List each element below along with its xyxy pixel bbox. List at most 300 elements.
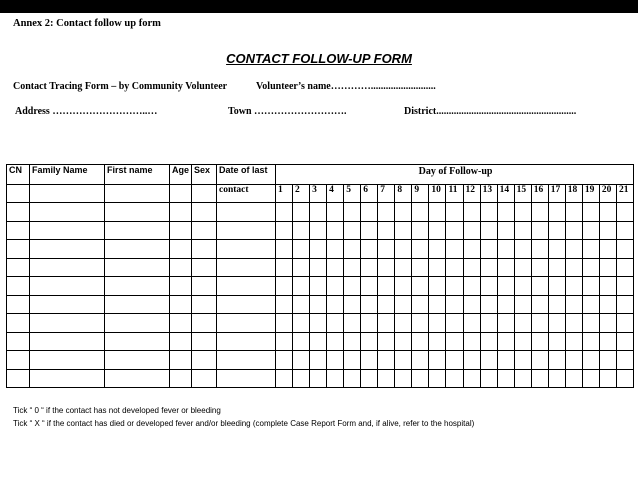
entry-cell[interactable] [276, 314, 293, 333]
entry-cell[interactable] [105, 351, 170, 370]
entry-cell[interactable] [463, 351, 480, 370]
entry-cell[interactable] [531, 314, 548, 333]
entry-cell[interactable] [582, 203, 599, 222]
entry-cell[interactable] [327, 240, 344, 259]
entry-cell[interactable] [582, 221, 599, 240]
entry-cell[interactable] [514, 369, 531, 388]
day-number-cell: 2 [293, 184, 310, 203]
entry-cell[interactable] [30, 332, 105, 351]
entry-cell[interactable] [599, 221, 616, 240]
entry-cell[interactable] [361, 314, 378, 333]
entry-cell[interactable] [293, 203, 310, 222]
header-age: Age [170, 165, 192, 185]
entry-cell[interactable] [514, 314, 531, 333]
entry-cell[interactable] [170, 369, 192, 388]
entry-cell[interactable] [105, 277, 170, 296]
entry-cell[interactable] [582, 314, 599, 333]
entry-cell[interactable] [599, 277, 616, 296]
entry-cell[interactable] [497, 277, 514, 296]
entry-cell[interactable] [531, 351, 548, 370]
entry-cell[interactable] [105, 240, 170, 259]
entry-cell[interactable] [412, 240, 429, 259]
entry-cell[interactable] [531, 277, 548, 296]
entry-cell[interactable] [395, 332, 412, 351]
day-number-cell: 21 [616, 184, 633, 203]
entry-cell[interactable] [105, 295, 170, 314]
entry-cell[interactable] [582, 369, 599, 388]
entry-cell[interactable] [429, 332, 446, 351]
entry-cell[interactable] [616, 295, 633, 314]
entry-cell[interactable] [192, 314, 217, 333]
entry-cell[interactable] [344, 258, 361, 277]
entry-cell[interactable] [565, 277, 582, 296]
entry-cell[interactable] [276, 295, 293, 314]
entry-cell[interactable] [480, 221, 497, 240]
entry-cell[interactable] [446, 277, 463, 296]
entry-cell[interactable] [531, 203, 548, 222]
entry-cell[interactable] [548, 332, 565, 351]
entry-cell[interactable] [429, 258, 446, 277]
entry-cell[interactable] [565, 203, 582, 222]
entry-cell[interactable] [217, 240, 276, 259]
entry-cell[interactable] [463, 314, 480, 333]
entry-cell[interactable] [361, 295, 378, 314]
entry-cell[interactable] [514, 258, 531, 277]
entry-cell[interactable] [217, 332, 276, 351]
entry-cell[interactable] [548, 314, 565, 333]
entry-cell[interactable] [217, 351, 276, 370]
entry-cell[interactable] [192, 369, 217, 388]
entry-cell[interactable] [412, 295, 429, 314]
entry-cell[interactable] [395, 314, 412, 333]
entry-cell[interactable] [395, 203, 412, 222]
entry-cell[interactable] [327, 258, 344, 277]
entry-cell[interactable] [217, 277, 276, 296]
table-row [7, 221, 634, 240]
entry-cell[interactable] [446, 314, 463, 333]
entry-cell[interactable] [429, 203, 446, 222]
entry-cell[interactable] [463, 221, 480, 240]
entry-cell[interactable] [310, 277, 327, 296]
header-day-of-follow-up: Day of Follow-up [276, 165, 634, 185]
entry-cell[interactable] [412, 203, 429, 222]
entry-cell[interactable] [361, 258, 378, 277]
entry-cell[interactable] [344, 295, 361, 314]
entry-cell[interactable] [327, 221, 344, 240]
follow-up-table [6, 164, 634, 388]
entry-cell[interactable] [378, 369, 395, 388]
entry-cell[interactable] [361, 277, 378, 296]
entry-cell[interactable] [192, 277, 217, 296]
entry-cell[interactable] [446, 203, 463, 222]
entry-cell[interactable] [548, 221, 565, 240]
entry-cell[interactable] [514, 332, 531, 351]
entry-cell[interactable] [463, 332, 480, 351]
entry-cell[interactable] [378, 295, 395, 314]
entry-cell[interactable] [7, 221, 30, 240]
entry-cell[interactable] [293, 277, 310, 296]
entry-cell[interactable] [327, 332, 344, 351]
entry-cell[interactable] [531, 221, 548, 240]
entry-cell[interactable] [412, 369, 429, 388]
entry-cell[interactable] [616, 332, 633, 351]
entry-cell[interactable] [30, 314, 105, 333]
entry-cell[interactable] [599, 314, 616, 333]
entry-cell[interactable] [293, 314, 310, 333]
entry-cell[interactable] [616, 277, 633, 296]
entry-cell[interactable] [497, 369, 514, 388]
entry-cell[interactable] [531, 240, 548, 259]
entry-cell[interactable] [170, 351, 192, 370]
entry-cell[interactable] [344, 351, 361, 370]
entry-cell[interactable] [293, 295, 310, 314]
entry-cell[interactable] [497, 332, 514, 351]
entry-cell[interactable] [565, 332, 582, 351]
entry-cell[interactable] [170, 221, 192, 240]
table-row [7, 277, 634, 296]
entry-cell[interactable] [463, 240, 480, 259]
entry-cell[interactable] [480, 258, 497, 277]
entry-cell[interactable] [170, 240, 192, 259]
entry-cell[interactable] [344, 369, 361, 388]
entry-cell[interactable] [412, 314, 429, 333]
entry-cell[interactable] [7, 314, 30, 333]
entry-cell[interactable] [599, 351, 616, 370]
entry-cell[interactable] [7, 240, 30, 259]
entry-cell[interactable] [192, 295, 217, 314]
entry-cell[interactable] [480, 277, 497, 296]
day-number-cell: 15 [514, 184, 531, 203]
entry-cell[interactable] [30, 295, 105, 314]
entry-cell[interactable] [327, 203, 344, 222]
entry-cell[interactable] [293, 221, 310, 240]
entry-cell[interactable] [293, 369, 310, 388]
entry-cell[interactable] [344, 277, 361, 296]
entry-cell[interactable] [276, 351, 293, 370]
header-date-last-contact: Date of last [217, 165, 276, 185]
entry-cell[interactable] [310, 369, 327, 388]
entry-cell[interactable] [531, 258, 548, 277]
entry-cell[interactable] [480, 369, 497, 388]
entry-cell[interactable] [378, 277, 395, 296]
entry-cell[interactable] [429, 314, 446, 333]
entry-cell[interactable] [565, 369, 582, 388]
entry-cell[interactable] [548, 203, 565, 222]
entry-cell[interactable] [497, 351, 514, 370]
entry-cell[interactable] [192, 332, 217, 351]
footnote-zero: Tick “ 0 “ if the contact has not developed fever or bleeding [13, 406, 221, 415]
entry-cell[interactable] [361, 221, 378, 240]
entry-cell[interactable] [497, 240, 514, 259]
entry-cell[interactable] [497, 258, 514, 277]
entry-cell[interactable] [105, 221, 170, 240]
entry-cell[interactable] [344, 314, 361, 333]
entry-cell[interactable] [514, 295, 531, 314]
entry-cell[interactable] [514, 240, 531, 259]
entry-cell[interactable] [310, 221, 327, 240]
entry-cell[interactable] [616, 369, 633, 388]
entry-cell[interactable] [327, 314, 344, 333]
entry-cell[interactable] [548, 351, 565, 370]
entry-cell[interactable] [378, 258, 395, 277]
entry-cell[interactable] [497, 221, 514, 240]
entry-cell[interactable] [30, 240, 105, 259]
entry-cell[interactable] [361, 240, 378, 259]
entry-cell[interactable] [548, 240, 565, 259]
entry-cell[interactable] [327, 369, 344, 388]
entry-cell[interactable] [327, 351, 344, 370]
table-row [7, 332, 634, 351]
entry-cell[interactable] [327, 277, 344, 296]
entry-cell[interactable] [616, 221, 633, 240]
entry-cell[interactable] [395, 369, 412, 388]
entry-cell[interactable] [565, 314, 582, 333]
entry-cell[interactable] [310, 295, 327, 314]
entry-cell[interactable] [276, 240, 293, 259]
entry-cell[interactable] [412, 258, 429, 277]
entry-cell[interactable] [293, 332, 310, 351]
day-number-cell: 8 [395, 184, 412, 203]
entry-cell[interactable] [531, 369, 548, 388]
entry-cell[interactable] [429, 277, 446, 296]
entry-cell[interactable] [616, 314, 633, 333]
entry-cell[interactable] [429, 240, 446, 259]
entry-cell[interactable] [105, 314, 170, 333]
entry-cell[interactable] [395, 221, 412, 240]
entry-cell[interactable] [429, 295, 446, 314]
entry-cell[interactable] [412, 332, 429, 351]
entry-cell[interactable] [395, 240, 412, 259]
entry-cell[interactable] [378, 351, 395, 370]
table-row [7, 240, 634, 259]
entry-cell[interactable] [599, 369, 616, 388]
entry-cell[interactable] [599, 332, 616, 351]
entry-cell[interactable] [293, 240, 310, 259]
entry-cell[interactable] [616, 203, 633, 222]
address-field[interactable]: Address ………………………..… [15, 106, 158, 117]
entry-cell[interactable] [378, 203, 395, 222]
entry-cell[interactable] [616, 258, 633, 277]
day-number-cell: 16 [531, 184, 548, 203]
entry-cell[interactable] [480, 351, 497, 370]
entry-cell[interactable] [412, 277, 429, 296]
entry-cell[interactable] [170, 314, 192, 333]
entry-cell[interactable] [217, 369, 276, 388]
entry-cell[interactable] [616, 240, 633, 259]
entry-cell[interactable] [565, 240, 582, 259]
entry-cell[interactable] [30, 203, 105, 222]
day-number-cell: 5 [344, 184, 361, 203]
entry-cell[interactable] [429, 351, 446, 370]
entry-cell[interactable] [429, 369, 446, 388]
entry-cell[interactable] [548, 295, 565, 314]
entry-cell[interactable] [7, 277, 30, 296]
entry-cell[interactable] [463, 203, 480, 222]
entry-cell[interactable] [565, 295, 582, 314]
day-number-cell: 11 [446, 184, 463, 203]
entry-cell[interactable] [446, 369, 463, 388]
entry-cell[interactable] [599, 240, 616, 259]
entry-cell[interactable] [217, 295, 276, 314]
entry-cell[interactable] [395, 351, 412, 370]
entry-cell[interactable] [582, 240, 599, 259]
entry-cell[interactable] [446, 351, 463, 370]
entry-cell[interactable] [7, 203, 30, 222]
entry-cell[interactable] [395, 258, 412, 277]
entry-cell[interactable] [217, 203, 276, 222]
entry-cell[interactable] [531, 332, 548, 351]
entry-cell[interactable] [192, 221, 217, 240]
entry-cell[interactable] [7, 295, 30, 314]
entry-cell[interactable] [361, 203, 378, 222]
entry-cell[interactable] [480, 240, 497, 259]
entry-cell[interactable] [105, 203, 170, 222]
day-number-cell: 7 [378, 184, 395, 203]
entry-cell[interactable] [344, 203, 361, 222]
district-field[interactable]: District........................................................ [404, 106, 577, 117]
entry-cell[interactable] [378, 221, 395, 240]
entry-cell[interactable] [582, 258, 599, 277]
town-field[interactable]: Town ………………………. [228, 106, 347, 117]
day-number-cell: 17 [548, 184, 565, 203]
entry-cell[interactable] [531, 295, 548, 314]
entry-cell[interactable] [463, 277, 480, 296]
entry-cell[interactable] [310, 314, 327, 333]
entry-cell[interactable] [192, 240, 217, 259]
entry-cell[interactable] [344, 240, 361, 259]
entry-cell[interactable] [7, 369, 30, 388]
entry-cell[interactable] [514, 221, 531, 240]
entry-cell[interactable] [446, 240, 463, 259]
entry-cell[interactable] [276, 258, 293, 277]
entry-cell[interactable] [293, 351, 310, 370]
entry-cell[interactable] [480, 295, 497, 314]
entry-cell[interactable] [497, 314, 514, 333]
entry-cell[interactable] [276, 203, 293, 222]
entry-cell[interactable] [310, 351, 327, 370]
entry-cell[interactable] [276, 332, 293, 351]
volunteer-name-field[interactable]: Volunteer’s name………….......................... [256, 81, 436, 92]
entry-cell[interactable] [192, 203, 217, 222]
entry-cell[interactable] [395, 277, 412, 296]
entry-cell[interactable] [565, 351, 582, 370]
entry-cell[interactable] [310, 240, 327, 259]
entry-cell[interactable] [310, 203, 327, 222]
entry-cell[interactable] [378, 332, 395, 351]
day-number-cell: 1 [276, 184, 293, 203]
entry-cell[interactable] [293, 258, 310, 277]
entry-cell[interactable] [599, 295, 616, 314]
entry-cell[interactable] [361, 332, 378, 351]
table-row [7, 314, 634, 333]
entry-cell[interactable] [548, 258, 565, 277]
entry-cell[interactable] [7, 351, 30, 370]
entry-cell[interactable] [170, 203, 192, 222]
entry-cell[interactable] [217, 221, 276, 240]
entry-cell[interactable] [105, 258, 170, 277]
entry-cell[interactable] [514, 277, 531, 296]
entry-cell[interactable] [276, 277, 293, 296]
entry-cell[interactable] [170, 295, 192, 314]
entry-cell[interactable] [446, 221, 463, 240]
day-number-row [7, 184, 634, 203]
entry-cell[interactable] [7, 258, 30, 277]
entry-cell[interactable] [548, 277, 565, 296]
entry-cell[interactable] [310, 258, 327, 277]
entry-cell[interactable] [497, 203, 514, 222]
entry-cell[interactable] [378, 314, 395, 333]
entry-cell[interactable] [170, 258, 192, 277]
entry-cell[interactable] [344, 332, 361, 351]
entry-cell[interactable] [582, 351, 599, 370]
entry-cell[interactable] [514, 351, 531, 370]
header-date-contact: contact [217, 184, 276, 203]
entry-cell[interactable] [480, 332, 497, 351]
entry-cell[interactable] [327, 295, 344, 314]
entry-cell[interactable] [30, 221, 105, 240]
entry-cell[interactable] [310, 332, 327, 351]
entry-cell[interactable] [480, 314, 497, 333]
entry-cell[interactable] [217, 314, 276, 333]
entry-cell[interactable] [276, 369, 293, 388]
entry-cell[interactable] [463, 295, 480, 314]
entry-cell[interactable] [446, 295, 463, 314]
entry-cell[interactable] [361, 351, 378, 370]
entry-cell[interactable] [446, 258, 463, 277]
entry-cell[interactable] [582, 332, 599, 351]
entry-cell[interactable] [276, 221, 293, 240]
entry-cell[interactable] [105, 369, 170, 388]
entry-cell[interactable] [616, 351, 633, 370]
entry-cell[interactable] [105, 332, 170, 351]
entry-cell[interactable] [548, 369, 565, 388]
entry-cell[interactable] [565, 258, 582, 277]
entry-cell[interactable] [344, 221, 361, 240]
entry-cell[interactable] [429, 221, 446, 240]
entry-cell[interactable] [30, 277, 105, 296]
entry-cell[interactable] [30, 369, 105, 388]
entry-cell[interactable] [170, 332, 192, 351]
entry-cell[interactable] [599, 203, 616, 222]
entry-cell[interactable] [378, 240, 395, 259]
entry-cell[interactable] [192, 351, 217, 370]
entry-cell[interactable] [446, 332, 463, 351]
entry-cell[interactable] [582, 295, 599, 314]
table-row [7, 295, 634, 314]
entry-cell[interactable] [217, 258, 276, 277]
entry-cell[interactable] [412, 351, 429, 370]
entry-cell[interactable] [30, 351, 105, 370]
entry-cell[interactable] [463, 369, 480, 388]
entry-cell[interactable] [412, 221, 429, 240]
entry-cell[interactable] [30, 258, 105, 277]
entry-cell[interactable] [7, 332, 30, 351]
entry-cell[interactable] [170, 277, 192, 296]
day-number-cell: 6 [361, 184, 378, 203]
entry-cell[interactable] [582, 277, 599, 296]
entry-cell[interactable] [599, 258, 616, 277]
day-number-cell: 3 [310, 184, 327, 203]
entry-cell[interactable] [514, 203, 531, 222]
entry-cell[interactable] [395, 295, 412, 314]
entry-cell[interactable] [192, 258, 217, 277]
entry-cell[interactable] [497, 295, 514, 314]
day-number-cell: 9 [412, 184, 429, 203]
entry-cell[interactable] [463, 258, 480, 277]
entry-cell[interactable] [565, 221, 582, 240]
entry-cell[interactable] [361, 369, 378, 388]
entry-cell[interactable] [480, 203, 497, 222]
